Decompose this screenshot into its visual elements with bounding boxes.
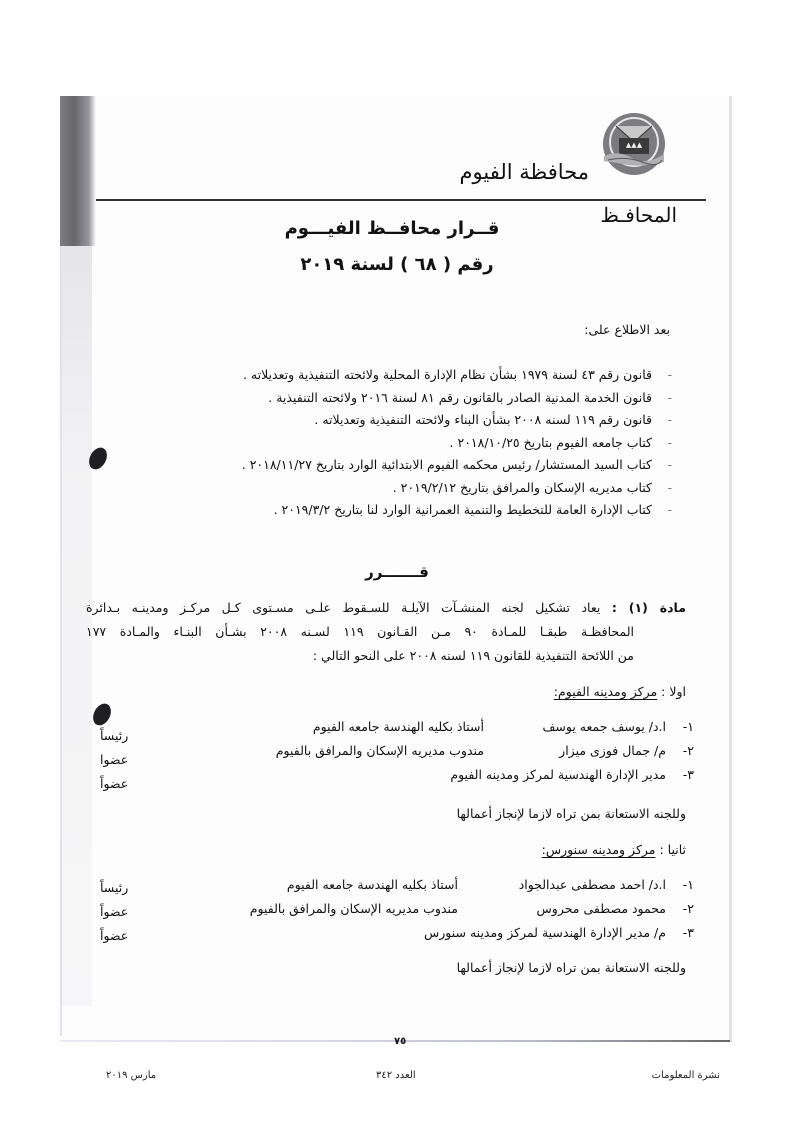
- section-prefix: اولا :: [657, 684, 686, 699]
- assist-note: وللجنه الاستعانة بمن تراه لازما لإنجاز أعمالها: [456, 806, 686, 821]
- reference-text: قانون الخدمة المدنية الصادر بالقانون رقم ٨١ لسنة ٢٠١٦ ولائحته التنفيذية .: [268, 389, 652, 405]
- section-prefix: ثانيا :: [655, 842, 686, 857]
- reference-text: كتاب جامعه الفيوم بتاريخ ٢٠١٨/١٠/٢٥ .: [449, 434, 652, 450]
- section-title: مركز ومدينه الفيوم:: [553, 684, 658, 699]
- member-role: عضواً: [100, 904, 129, 919]
- member-role: رئيساً: [100, 880, 129, 895]
- member-role: عضواً: [100, 928, 129, 943]
- governorate-name: محافظة الفيوم: [459, 160, 589, 184]
- article-text: يعاد تشكيل لجنه المنشـآت الآيلـة للسـقوط علـى مسـتوى كـل مركـز ومدينـه بـدائرة: [86, 600, 601, 615]
- reference-item: [112, 409, 672, 432]
- member-post: مندوب مديريه الإسكان والمرافق بالفيوم: [249, 901, 458, 916]
- governorate-emblem-icon: [602, 112, 666, 176]
- bullet-dash: -: [667, 389, 672, 405]
- decree-number: رقم ( ٦٨ ) لسنة ٢٠١٩: [300, 254, 494, 275]
- member-name: مدير الإدارة الهندسية لمركز ومدينه الفيوم: [450, 767, 666, 782]
- reference-item: [112, 499, 672, 522]
- article-text: من اللائحة التنفيذية للقانون ١١٩ لسنه ٢٠٠٨ على النحو التالي :: [312, 648, 634, 663]
- member-name: محمود مصطفى محروس: [536, 901, 666, 916]
- member-role: عضوا: [100, 752, 129, 767]
- committee-member: [100, 719, 694, 741]
- article-line: [86, 620, 686, 644]
- decree-title: [0, 218, 794, 239]
- bullet-dash: -: [667, 479, 672, 495]
- reference-item: [112, 477, 672, 500]
- page-number: ٧٥: [394, 1036, 407, 1047]
- references-list: [112, 364, 672, 522]
- member-number: ٣-: [682, 767, 694, 782]
- decree-title-text: قــرار محافــظ الفيـــوم: [284, 218, 500, 239]
- bullet-dash: -: [667, 502, 672, 517]
- article-line: [86, 596, 686, 620]
- member-name: ا.د/ يوسف جمعه يوسف: [542, 719, 666, 734]
- member-name: م/ مدير الإدارة الهندسية لمركز ومدينه سنورس: [424, 925, 666, 940]
- reference-item: [112, 454, 672, 477]
- article-text: المحافظـة طبقـا للمـادة ٩٠ مـن القـانون ١١٩ لسـنه ٢٠٠٨ بشـأن البنـاء والمـادة ١٧٧: [86, 624, 634, 639]
- office-title: المحافـظ: [600, 203, 677, 227]
- reference-text: قانون رقم ٤٣ لسنة ١٩٧٩ بشأن نظام الإدارة المحلية ولائحته التنفيذية وتعديلاته .: [242, 367, 652, 382]
- footer-publication: نشرة المعلومات: [651, 1070, 720, 1081]
- committee-member: [100, 925, 694, 947]
- committee-member: [100, 767, 694, 789]
- member-post: أستاذ بكليه الهندسة جامعه الفيوم: [312, 719, 484, 734]
- member-name: م/ جمال فوزى ميزار: [559, 743, 666, 758]
- member-number: ١-: [682, 877, 694, 892]
- member-role: عضواً: [100, 776, 129, 791]
- committee-member: [100, 901, 694, 923]
- reference-text: كتاب السيد المستشار/ رئيس محكمه الفيوم الابتدائية الوارد بتاريخ ٢٠١٨/١١/٢٧ .: [241, 457, 652, 472]
- reference-text: قانون رقم ١١٩ لسنه ٢٠٠٨ بشأن البناء ولائحته التنفيذية وتعديلاته .: [314, 412, 652, 427]
- svg-text:▲▲▲: ▲▲▲: [625, 141, 643, 149]
- page-left-edge: [60, 246, 62, 1036]
- article-1: [86, 596, 686, 668]
- decision-heading: قـــــــرر: [365, 563, 429, 581]
- header-divider: [96, 199, 706, 201]
- footer-issue: العدد ٣٤٢: [376, 1070, 416, 1081]
- bullet-dash: -: [667, 434, 672, 450]
- reference-item: [112, 364, 672, 387]
- assist-note: وللجنه الاستعانة بمن تراه لازما لإنجاز أعمالها: [456, 960, 686, 975]
- member-number: ١-: [682, 719, 694, 734]
- reference-text: كتاب الإدارة العامة للتخطيط والتنمية العمرانية الوارد لنا بتاريخ ٢٠١٩/٣/٢ .: [273, 502, 652, 517]
- bullet-dash: -: [667, 412, 672, 427]
- reference-item: [112, 432, 672, 455]
- section-title: مركز ومدينه سنورس:: [541, 842, 656, 857]
- member-number: ٢-: [682, 743, 694, 758]
- reference-text: كتاب مديريه الإسكان والمرافق بتاريخ ٢٠١٩/٢/١٢ .: [392, 479, 652, 495]
- bullet-dash: -: [667, 367, 672, 382]
- section-heading-fayoum: [554, 684, 686, 699]
- bullet-dash: -: [667, 457, 672, 472]
- member-role: رئيساً: [100, 728, 129, 743]
- section-heading-sinnuris: [542, 842, 686, 857]
- member-post: أستاذ بكليه الهندسة جامعه الفيوم: [286, 877, 458, 892]
- article-label: مادة (١) :: [611, 600, 686, 615]
- preamble-intro: بعد الاطلاع على:: [584, 322, 670, 337]
- article-line: [86, 644, 686, 668]
- reference-item: [112, 387, 672, 410]
- committee-member: [100, 743, 694, 765]
- member-number: ٢-: [682, 901, 694, 916]
- committee-member: [100, 877, 694, 899]
- footer-date: مارس ٢٠١٩: [106, 1070, 157, 1081]
- member-post: مندوب مديريه الإسكان والمرافق بالفيوم: [275, 743, 484, 758]
- member-number: ٣-: [682, 925, 694, 940]
- member-name: ا.د/ احمد مصطفى عبدالجواد: [518, 877, 666, 892]
